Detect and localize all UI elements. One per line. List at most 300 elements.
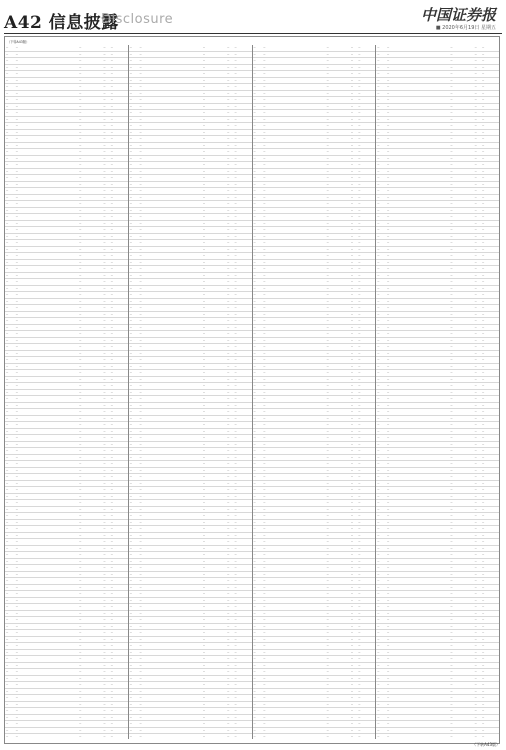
table-cell: — [79, 494, 82, 498]
table-cell: — [474, 468, 477, 472]
table-cell: — [350, 540, 354, 544]
table-cell: — [110, 631, 113, 635]
table-cell: — [450, 156, 453, 160]
table-cell: — [386, 293, 390, 297]
table-cell: — [15, 696, 18, 700]
table-cell: — [263, 618, 266, 622]
table-cell: — [129, 670, 132, 674]
table-cell: — [202, 98, 206, 102]
table-cell: — [79, 702, 82, 706]
table-cell: — [326, 299, 329, 303]
table-cell: — [110, 163, 113, 167]
table-cell: — [202, 644, 206, 648]
table-cell: — [481, 182, 485, 186]
table-cell: — [450, 403, 453, 407]
table-cell: — [386, 117, 390, 121]
table-cell: — [263, 397, 266, 401]
table-cell: — [234, 429, 237, 433]
table-cell: — [202, 676, 206, 680]
table-cell: — [129, 319, 132, 323]
table-cell: — [227, 429, 230, 433]
table-cell: — [377, 527, 380, 531]
table-cell: — [15, 494, 18, 498]
table-cell: — [139, 728, 142, 732]
table-cell: — [6, 228, 9, 232]
table-cell: — [129, 572, 132, 576]
table-cell: — [110, 364, 113, 368]
table-cell: — [326, 384, 329, 388]
table-cell: — [326, 462, 329, 466]
table-cell: — [481, 611, 485, 615]
table-cell: — [110, 241, 113, 245]
table-cell: — [103, 423, 106, 427]
table-cell: — [15, 527, 18, 531]
table-cell: — [103, 520, 106, 524]
table-cell: — [227, 449, 230, 453]
table-cell: — [6, 507, 9, 511]
table-cell: — [103, 312, 106, 316]
table-cell: — [377, 429, 380, 433]
table-cell: — [350, 579, 354, 583]
table-cell: — [6, 527, 9, 531]
table-cell: — [79, 91, 82, 95]
table-cell: — [129, 507, 132, 511]
table-cell: — [450, 527, 453, 531]
table-cell: — [227, 260, 230, 264]
table-cell: — [326, 631, 329, 635]
table-cell: — [481, 540, 485, 544]
table-cell: — [103, 624, 106, 628]
table-cell: — [234, 735, 237, 739]
table-cell: — [129, 540, 132, 544]
table-cell: — [474, 676, 477, 680]
table-cell: — [6, 592, 9, 596]
table-cell: — [263, 156, 266, 160]
table-cell: — [227, 286, 230, 290]
table-cell: — [326, 605, 329, 609]
table-cell: — [358, 592, 361, 596]
table-cell: — [139, 592, 142, 596]
table-cell: — [79, 377, 82, 381]
table-cell: — [253, 325, 256, 329]
table-cell: — [350, 722, 354, 726]
table-cell: — [358, 299, 361, 303]
table-cell: — [6, 520, 9, 524]
table-cell: — [474, 221, 477, 225]
table-cell: — [6, 72, 9, 76]
table-cell: — [474, 260, 477, 264]
table-cell: — [139, 507, 142, 511]
table-cell: — [350, 78, 354, 82]
table-cell: — [350, 293, 354, 297]
table-cell: — [358, 273, 361, 277]
table-cell: — [15, 85, 18, 89]
table-cell: — [15, 507, 18, 511]
table-cell: — [129, 78, 132, 82]
table-cell: — [129, 124, 132, 128]
table-cell: — [474, 273, 477, 277]
table-cell: — [227, 624, 230, 628]
table-cell: — [377, 631, 380, 635]
table-cell: — [386, 650, 390, 654]
table-cell: — [481, 345, 485, 349]
table-cell: — [234, 156, 237, 160]
table-cell: — [350, 98, 354, 102]
table-cell: — [227, 735, 230, 739]
table-cell: — [350, 702, 354, 706]
table-cell: — [227, 475, 230, 479]
table-cell: — [263, 189, 266, 193]
table-cell: — [481, 455, 485, 459]
table-cell: — [6, 553, 9, 557]
table-cell: — [350, 735, 354, 739]
table-cell: — [139, 520, 142, 524]
table-cell: — [202, 449, 206, 453]
table-cell: — [139, 709, 142, 713]
table-row [5, 734, 128, 739]
table-cell: — [79, 111, 82, 115]
table-cell: — [129, 273, 132, 277]
table-cell: — [139, 546, 142, 550]
table-cell: — [377, 130, 380, 134]
table-cell: — [263, 234, 266, 238]
table-cell: — [326, 390, 329, 394]
table-cell: — [474, 722, 477, 726]
table-cell: — [139, 137, 142, 141]
table-cell: — [263, 390, 266, 394]
table-cell: — [450, 494, 453, 498]
table-cell: — [202, 540, 206, 544]
table-cell: — [15, 150, 18, 154]
table-cell: — [474, 208, 477, 212]
table-cell: — [110, 657, 113, 661]
table-cell: — [253, 195, 256, 199]
table-cell: — [227, 293, 230, 297]
table-cell: — [386, 299, 390, 303]
table-cell: — [386, 254, 390, 258]
table-cell: — [103, 689, 106, 693]
table-cell: — [386, 234, 390, 238]
table-cell: — [263, 715, 266, 719]
table-cell: — [129, 637, 132, 641]
table-cell: — [350, 650, 354, 654]
table-cell: — [377, 111, 380, 115]
table-cell: — [15, 345, 18, 349]
table-cell: — [129, 676, 132, 680]
table-cell: — [481, 85, 485, 89]
table-cell: — [129, 481, 132, 485]
table-cell: — [202, 91, 206, 95]
table-cell: — [350, 592, 354, 596]
table-cell: — [350, 507, 354, 511]
table-cell: — [263, 423, 266, 427]
table-cell: — [15, 59, 18, 63]
table-cell: — [358, 481, 361, 485]
table-cell: — [253, 507, 256, 511]
table-cell: — [253, 358, 256, 362]
table-cell: — [202, 468, 206, 472]
table-cell: — [358, 137, 361, 141]
table-cell: — [139, 449, 142, 453]
table-cell: — [474, 306, 477, 310]
table-cell: — [263, 169, 266, 173]
table-cell: — [358, 566, 361, 570]
table-cell: — [350, 527, 354, 531]
table-cell: — [253, 234, 256, 238]
table-cell: — [326, 228, 329, 232]
table-cell: — [481, 306, 485, 310]
table-cell: — [15, 98, 18, 102]
table-cell: — [129, 689, 132, 693]
table-cell: — [15, 683, 18, 687]
table-cell: — [79, 579, 82, 583]
table-cell: — [350, 137, 354, 141]
table-cell: — [350, 468, 354, 472]
table-cell: — [474, 481, 477, 485]
table-cell: — [263, 364, 266, 368]
table-row [129, 734, 252, 739]
table-cell: — [129, 533, 132, 537]
table-cell: — [103, 579, 106, 583]
table-cell: — [6, 442, 9, 446]
table-cell: — [350, 325, 354, 329]
table-cell: — [103, 124, 106, 128]
table-cell: — [358, 377, 361, 381]
table-cell: — [234, 689, 237, 693]
table-cell: — [481, 410, 485, 414]
table-cell: — [474, 59, 477, 63]
table-cell: — [386, 384, 390, 388]
table-cell: — [15, 728, 18, 732]
table-cell: — [450, 351, 453, 355]
table-cell: — [358, 670, 361, 674]
table-cell: — [129, 150, 132, 154]
table-cell: — [350, 156, 354, 160]
table-cell: — [481, 657, 485, 661]
table-cell: — [79, 605, 82, 609]
table-cell: — [15, 514, 18, 518]
table-cell: — [15, 644, 18, 648]
table-cell: — [234, 78, 237, 82]
table-cell: — [377, 683, 380, 687]
table-cell: — [326, 533, 329, 537]
table-cell: — [358, 468, 361, 472]
table-cell: — [386, 202, 390, 206]
issue-date: ■ 2020年6月19日 星期五 [435, 25, 496, 31]
table-cell: — [481, 293, 485, 297]
table-cell: — [103, 488, 106, 492]
table-cell: — [326, 670, 329, 674]
table-cell: — [6, 371, 9, 375]
table-cell: — [326, 735, 329, 739]
table-cell: — [6, 533, 9, 537]
table-cell: — [326, 585, 329, 589]
table-cell: — [358, 683, 361, 687]
table-cell: — [202, 215, 206, 219]
table-cell: — [386, 208, 390, 212]
table-cell: — [253, 709, 256, 713]
table-cell: — [253, 540, 256, 544]
table-cell: — [450, 358, 453, 362]
table-cell: — [253, 650, 256, 654]
table-cell: — [15, 306, 18, 310]
table-cell: — [202, 488, 206, 492]
table-cell: — [474, 182, 477, 186]
table-cell: — [481, 351, 485, 355]
table-cell: — [139, 676, 142, 680]
table-cell: — [6, 429, 9, 433]
table-cell: — [79, 189, 82, 193]
table-cell: — [110, 650, 113, 654]
table-cell: — [377, 371, 380, 375]
table-cell: — [103, 345, 106, 349]
table-cell: — [474, 371, 477, 375]
table-cell: — [450, 709, 453, 713]
table-cell: — [202, 553, 206, 557]
table-cell: — [202, 715, 206, 719]
table-cell: — [103, 377, 106, 381]
table-cell: — [358, 104, 361, 108]
table-cell: — [474, 176, 477, 180]
table-cell: — [139, 273, 142, 277]
table-cell: — [253, 72, 256, 76]
table-cell: — [474, 670, 477, 674]
table-cell: — [474, 228, 477, 232]
section-title-cn: 信息披露 [48, 13, 119, 33]
table-cell: — [202, 507, 206, 511]
table-cell: — [377, 449, 380, 453]
table-cell: — [481, 124, 485, 128]
table-cell: — [129, 98, 132, 102]
table-cell: — [110, 423, 113, 427]
table-cell: — [450, 579, 453, 583]
table-cell: — [103, 137, 106, 141]
table-cell: — [234, 527, 237, 531]
table-cell: — [129, 501, 132, 505]
table-cell: — [15, 468, 18, 472]
table-cell: — [326, 598, 329, 602]
table-cell: — [15, 254, 18, 258]
table-cell: — [234, 546, 237, 550]
table-cell: — [350, 585, 354, 589]
table-cell: — [350, 676, 354, 680]
table-cell: — [110, 59, 113, 63]
table-cell: — [103, 371, 106, 375]
table-cell: — [202, 696, 206, 700]
table-cell: — [358, 293, 361, 297]
table-cell: — [386, 696, 390, 700]
table-cell: — [481, 631, 485, 635]
table-cell: — [139, 390, 142, 394]
table-cell: — [110, 390, 113, 394]
table-cell: — [129, 644, 132, 648]
table-cell: — [139, 260, 142, 264]
table-cell: — [202, 189, 206, 193]
table-cell: — [450, 85, 453, 89]
table-cell: — [15, 163, 18, 167]
table-cell: — [481, 709, 485, 713]
table-cell: — [15, 611, 18, 615]
table-cell: — [350, 241, 354, 245]
table-cell: — [103, 150, 106, 154]
table-cell: — [481, 683, 485, 687]
table-cell: — [474, 618, 477, 622]
table-cell: — [103, 52, 106, 56]
table-cell: — [263, 85, 266, 89]
table-cell: — [350, 377, 354, 381]
table-cell: — [253, 618, 256, 622]
table-cell: — [234, 143, 237, 147]
table-cell: — [202, 111, 206, 115]
table-cell: — [350, 689, 354, 693]
table-cell: — [377, 735, 380, 739]
table-cell: — [103, 637, 106, 641]
table-cell: — [6, 195, 9, 199]
table-cell: — [358, 475, 361, 479]
table-cell: — [79, 390, 82, 394]
table-cell: — [129, 579, 132, 583]
table-cell: — [386, 546, 390, 550]
table-cell: — [234, 475, 237, 479]
table-cell: — [263, 371, 266, 375]
table-cell: — [129, 286, 132, 290]
table-cell: — [15, 189, 18, 193]
table-cell: — [139, 202, 142, 206]
table-cell: — [202, 59, 206, 63]
table-cell: — [234, 605, 237, 609]
table-cell: — [474, 72, 477, 76]
table-cell: — [129, 709, 132, 713]
table-cell: — [129, 514, 132, 518]
table-cell: — [474, 423, 477, 427]
table-cell: — [79, 104, 82, 108]
table-cell: — [202, 722, 206, 726]
table-cell: — [103, 553, 106, 557]
table-cell: — [481, 280, 485, 284]
table-cell: — [450, 260, 453, 264]
table-cell: — [386, 475, 390, 479]
table-cell: — [103, 260, 106, 264]
table-cell: — [263, 533, 266, 537]
table-cell: — [358, 722, 361, 726]
table-cell: — [358, 384, 361, 388]
table-cell: — [326, 215, 329, 219]
table-cell: — [103, 410, 106, 414]
table-cell: — [450, 286, 453, 290]
table-cell: — [79, 631, 82, 635]
table-cell: — [481, 202, 485, 206]
table-cell: — [79, 442, 82, 446]
table-cell: — [227, 332, 230, 336]
table-cell: — [450, 117, 453, 121]
table-cell: — [358, 663, 361, 667]
table-cell: — [139, 605, 142, 609]
table-cell: — [15, 702, 18, 706]
table-cell: — [103, 247, 106, 251]
table-cell: — [358, 449, 361, 453]
table-cell: — [202, 683, 206, 687]
table-cell: — [350, 163, 354, 167]
table-cell: — [474, 540, 477, 544]
table-cell: — [481, 494, 485, 498]
table-cell: — [350, 442, 354, 446]
table-cell: — [234, 410, 237, 414]
table-cell: — [103, 319, 106, 323]
table-cell: — [227, 403, 230, 407]
table-cell: — [386, 215, 390, 219]
table-cell: — [326, 637, 329, 641]
table-cell: — [481, 72, 485, 76]
